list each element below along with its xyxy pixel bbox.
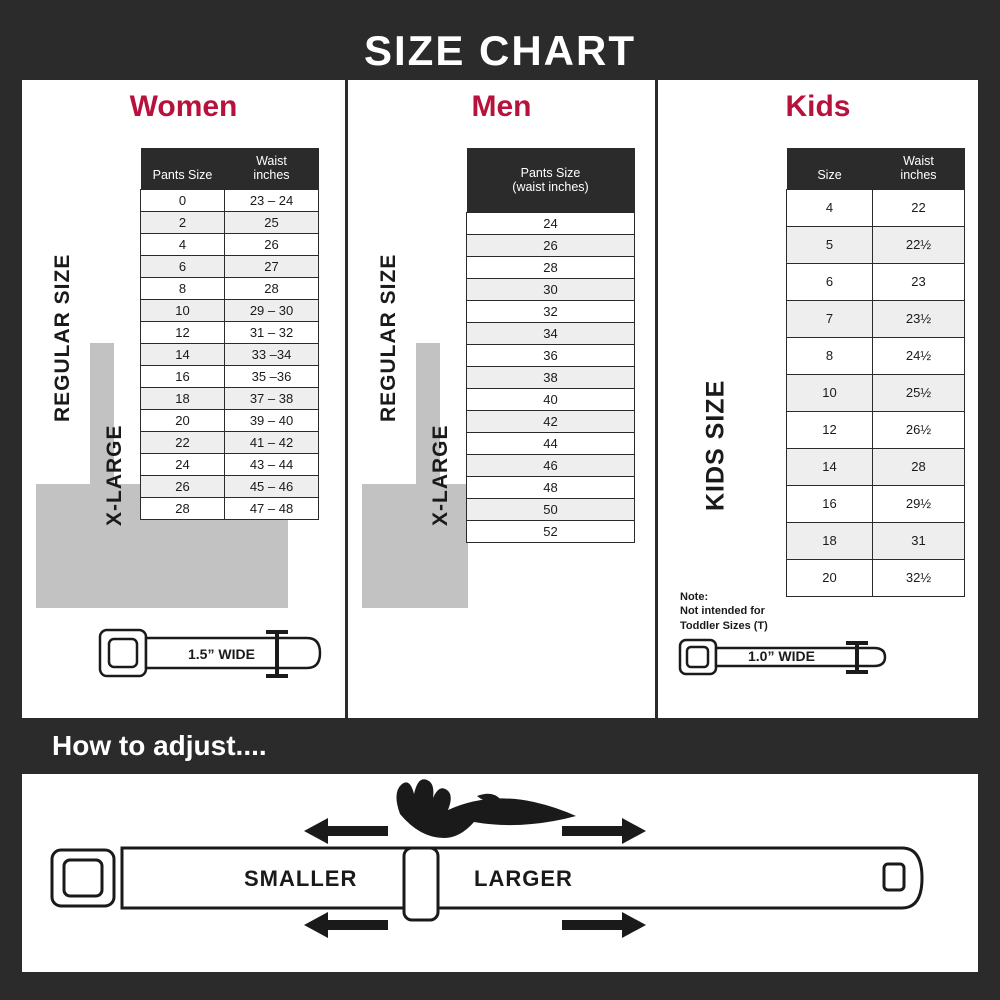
table-row: 44 [467,433,635,455]
howto-panel [22,774,978,972]
table-row: 46 [467,455,635,477]
table-row: 18 37 – 38 [141,387,319,409]
table-row: 32 [467,301,635,323]
smaller-label: SMALLER [244,866,358,891]
table-row: 42 [467,411,635,433]
women-table-header-row [141,148,319,189]
howto-heading: How to adjust.... [52,730,267,761]
table-row: 0 23 – 24 [141,189,319,211]
larger-label: LARGER [474,866,573,891]
table-row: 26 [467,235,635,257]
table-row: 6 27 [141,255,319,277]
kids-col-header-waist: Waist inches [873,148,965,189]
arrow-right-bottom [562,912,646,938]
kids-heading: Kids [785,90,851,123]
table-row: 18 31 [787,522,965,559]
table-row: 4 26 [141,233,319,255]
table-row: 26 45 – 46 [141,475,319,497]
table-row: 8 28 [141,277,319,299]
table-row: 30 [467,279,635,301]
women-belt-illustration [92,620,342,690]
table-row: 38 [467,367,635,389]
women-table-body [141,189,319,519]
table-row: 20 32½ [787,559,965,596]
table-row: 2 25 [141,211,319,233]
table-row: 5 22½ [787,226,965,263]
table-row: 28 47 – 48 [141,497,319,519]
women-xlarge-label: X-LARGE [103,424,126,527]
table-row: 40 [467,389,635,411]
women-table-wrap [140,148,319,520]
men-size-table [466,148,635,543]
table-row: 16 35 –36 [141,365,319,387]
kids-table-header-row [787,148,965,189]
table-row: 7 23½ [787,300,965,337]
kids-belt-width-label: 1.0” WIDE [748,648,815,664]
arrow-right-top [562,818,646,844]
women-col-header-waist: Waist inches [225,148,319,189]
table-row: 12 26½ [787,411,965,448]
arrow-left-top [304,818,388,844]
howto-bar [22,718,978,774]
women-col-header-size: Pants Size [141,148,225,189]
page-title: SIZE CHART [364,27,636,74]
table-row: 16 29½ [787,485,965,522]
table-row: 34 [467,323,635,345]
table-row: 24 [467,213,635,235]
kids-note: Note: Not intended for Toddler Sizes (T) [680,591,768,632]
men-table-header-row [467,148,635,213]
kids-size-table [786,148,965,597]
table-row: 10 25½ [787,374,965,411]
kids-table-wrap [786,148,965,597]
men-xlarge-label: X-LARGE [429,424,452,527]
kids-table-body [787,189,965,596]
arrow-left-bottom [304,912,388,938]
table-row: 50 [467,499,635,521]
kids-belt-illustration [674,628,934,686]
table-row: 22 41 – 42 [141,431,319,453]
table-row: 6 23 [787,263,965,300]
men-table-wrap [466,148,635,543]
women-heading: Women [129,90,238,123]
table-row: 36 [467,345,635,367]
table-row: 8 24½ [787,337,965,374]
table-row: 4 22 [787,189,965,226]
table-row: 28 [467,257,635,279]
women-regular-size-label: REGULAR SIZE [36,192,90,484]
women-column [22,80,345,718]
women-belt-width-label: 1.5” WIDE [188,646,255,662]
table-row: 14 28 [787,448,965,485]
table-row: 48 [467,477,635,499]
table-row: 14 33 –34 [141,343,319,365]
table-row: 10 29 – 30 [141,299,319,321]
table-row: 20 39 – 40 [141,409,319,431]
kids-col-header-size: Size [787,148,873,189]
men-table-body [467,213,635,543]
table-row: 12 31 – 32 [141,321,319,343]
men-col-header-pants-size: Pants Size (waist inches) [467,148,635,213]
men-heading: Men [471,90,532,123]
women-size-table [140,148,319,520]
kids-size-label: KIDS SIZE [686,310,746,580]
size-tables-panel [22,80,978,718]
table-row: 24 43 – 44 [141,453,319,475]
men-regular-size-label: REGULAR SIZE [362,192,416,484]
table-row: 52 [467,521,635,543]
kids-column [655,80,978,718]
title-bar [22,22,978,80]
men-column [345,80,655,718]
